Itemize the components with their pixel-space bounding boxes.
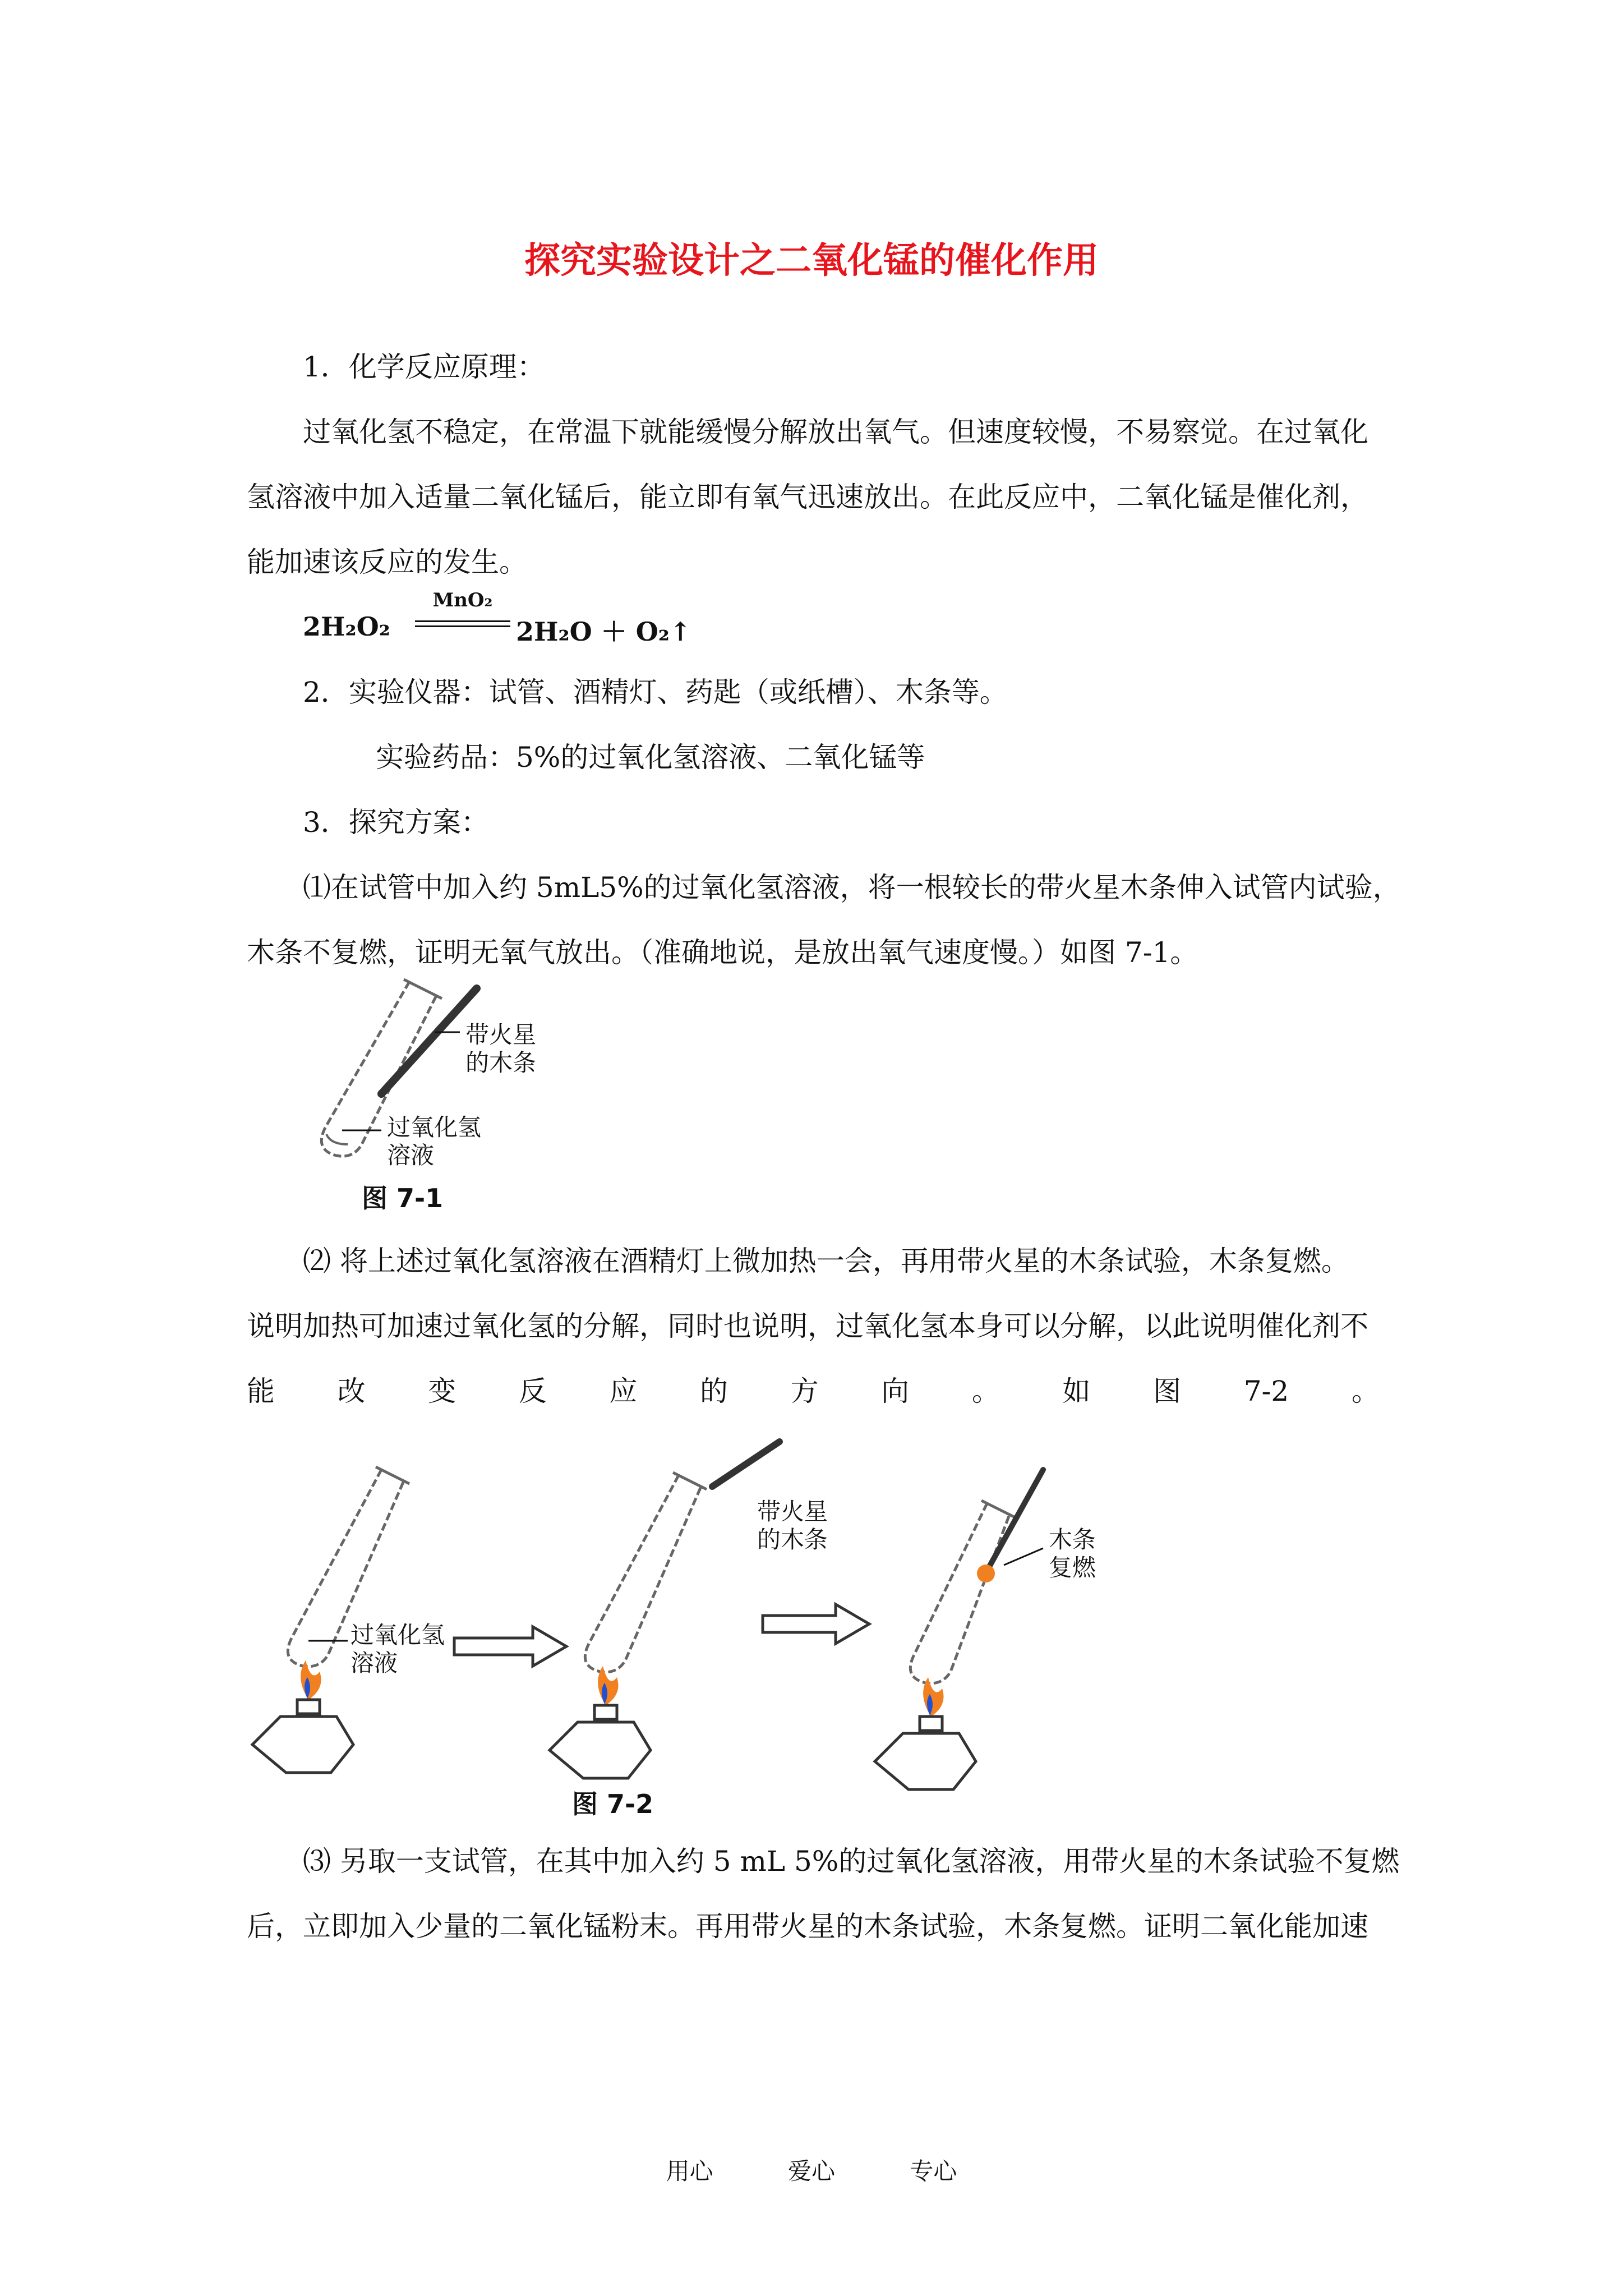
solution-label: 过氧化氢 溶液: [387, 1114, 482, 1169]
figure-7-2: [241, 1436, 1195, 1818]
step-3-line-1: ⑶ 另取一支试管，在其中加入约 5 mL 5%的过氧化氢溶液，用带火星的木条试验不复燃: [303, 1845, 1400, 1878]
section-1-heading: 1．化学反应原理：: [303, 351, 545, 383]
arrow-2: [763, 1604, 869, 1644]
panel-3-pointer: [1004, 1548, 1043, 1565]
equation-products: 2H₂O ＋ O₂↑: [516, 616, 691, 647]
page-title: 探究实验设计之二氧化锰的催化作用: [524, 240, 1099, 282]
step-2: [247, 1228, 1380, 1424]
figure-7-1-caption: 图 7-1: [362, 1183, 444, 1213]
panel-2-splint-label: 带火星 的木条: [757, 1498, 828, 1553]
principle-line-3: 能加速该反应的发生。: [247, 546, 527, 578]
figure-7-2-caption: 图 7-2: [572, 1789, 654, 1819]
liquid-level: [326, 1134, 348, 1144]
principle-line-1: 过氧化氢不稳定，在常温下就能缓慢分解放出氧气。但速度较慢，不易察觉。在过氧化: [303, 416, 1368, 448]
splint-label: 带火星 的木条: [465, 1021, 537, 1076]
step-2-line-2: 说明加热可加速过氧化氢的分解，同时也说明，过氧化氢本身可以分解，以此说明催化剂不: [247, 1310, 1368, 1342]
panel-2-alcohol-lamp: [550, 1705, 651, 1778]
instruments-line: 2．实验仪器：试管、酒精灯、药匙（或纸槽）、木条等。: [303, 676, 1008, 708]
step-3-line-2: 后，立即加入少量的二氧化锰粉末。再用带火星的木条试验，木条复燃。证明二氧化能加速: [247, 1910, 1368, 1943]
panel-1-alcohol-lamp: [252, 1700, 353, 1773]
section-3-heading: 3．探究方案：: [303, 806, 489, 839]
section-1: [247, 334, 1380, 595]
panel-3-test-tube: [910, 1501, 1015, 1683]
arrow-1: [454, 1627, 566, 1666]
panel-1-flame: [301, 1660, 321, 1700]
page-footer: [0, 2153, 1623, 2187]
panel-3-flame: [923, 1677, 943, 1717]
equation-reactant: 2H₂O₂: [303, 611, 390, 642]
step-2-line-3: 能 改 变 反 应 的 方 向 。 如 图 7-2 。: [247, 1375, 1380, 1407]
panel-3-splint: [987, 1470, 1043, 1571]
step-3: [247, 1829, 1400, 1959]
equation-bar-top: [415, 620, 510, 622]
footer-item: 用心: [666, 2157, 713, 2185]
step-1-line-1: ⑴在试管中加入约 5mL5%的过氧化氢溶液，将一根较长的带火星木条伸入试管内试验，: [303, 871, 1401, 904]
panel-2-flame: [598, 1666, 618, 1705]
chemical-equation: [303, 589, 751, 656]
panel-2-splint: [712, 1442, 780, 1487]
panel-2-test-tube: [585, 1473, 707, 1672]
equation-bar-bottom: [415, 625, 510, 627]
equation-catalyst: MnO₂: [432, 589, 493, 611]
step-2-line-1: ⑵ 将上述过氧化氢溶液在酒精灯上微加热一会，再用带火星的木条试验，木条复燃。: [303, 1245, 1349, 1277]
panel-3-relight-label: 木条 复燃: [1049, 1526, 1096, 1581]
section-2: [247, 660, 1401, 985]
panel-3-alcohol-lamp: [875, 1717, 976, 1789]
panel-3-splint-flame: [977, 1565, 995, 1582]
reagents-line: 实验药品：5%的过氧化氢溶液、二氧化锰等: [376, 741, 925, 774]
panel-1-solution-label: 过氧化氢 溶液: [351, 1621, 445, 1677]
footer-item: 爱心: [787, 2157, 835, 2185]
principle-line-2: 氢溶液中加入适量二氧化锰后，能立即有氧气迅速放出。在此反应中，二氧化锰是催化剂，: [247, 481, 1368, 513]
figure-7-1: [292, 976, 583, 1223]
footer-item: 专心: [910, 2157, 957, 2185]
step-1-line-2: 木条不复燃，证明无氧气放出。（准确地说，是放出氧气速度慢。）如图 7-1。: [247, 936, 1198, 969]
